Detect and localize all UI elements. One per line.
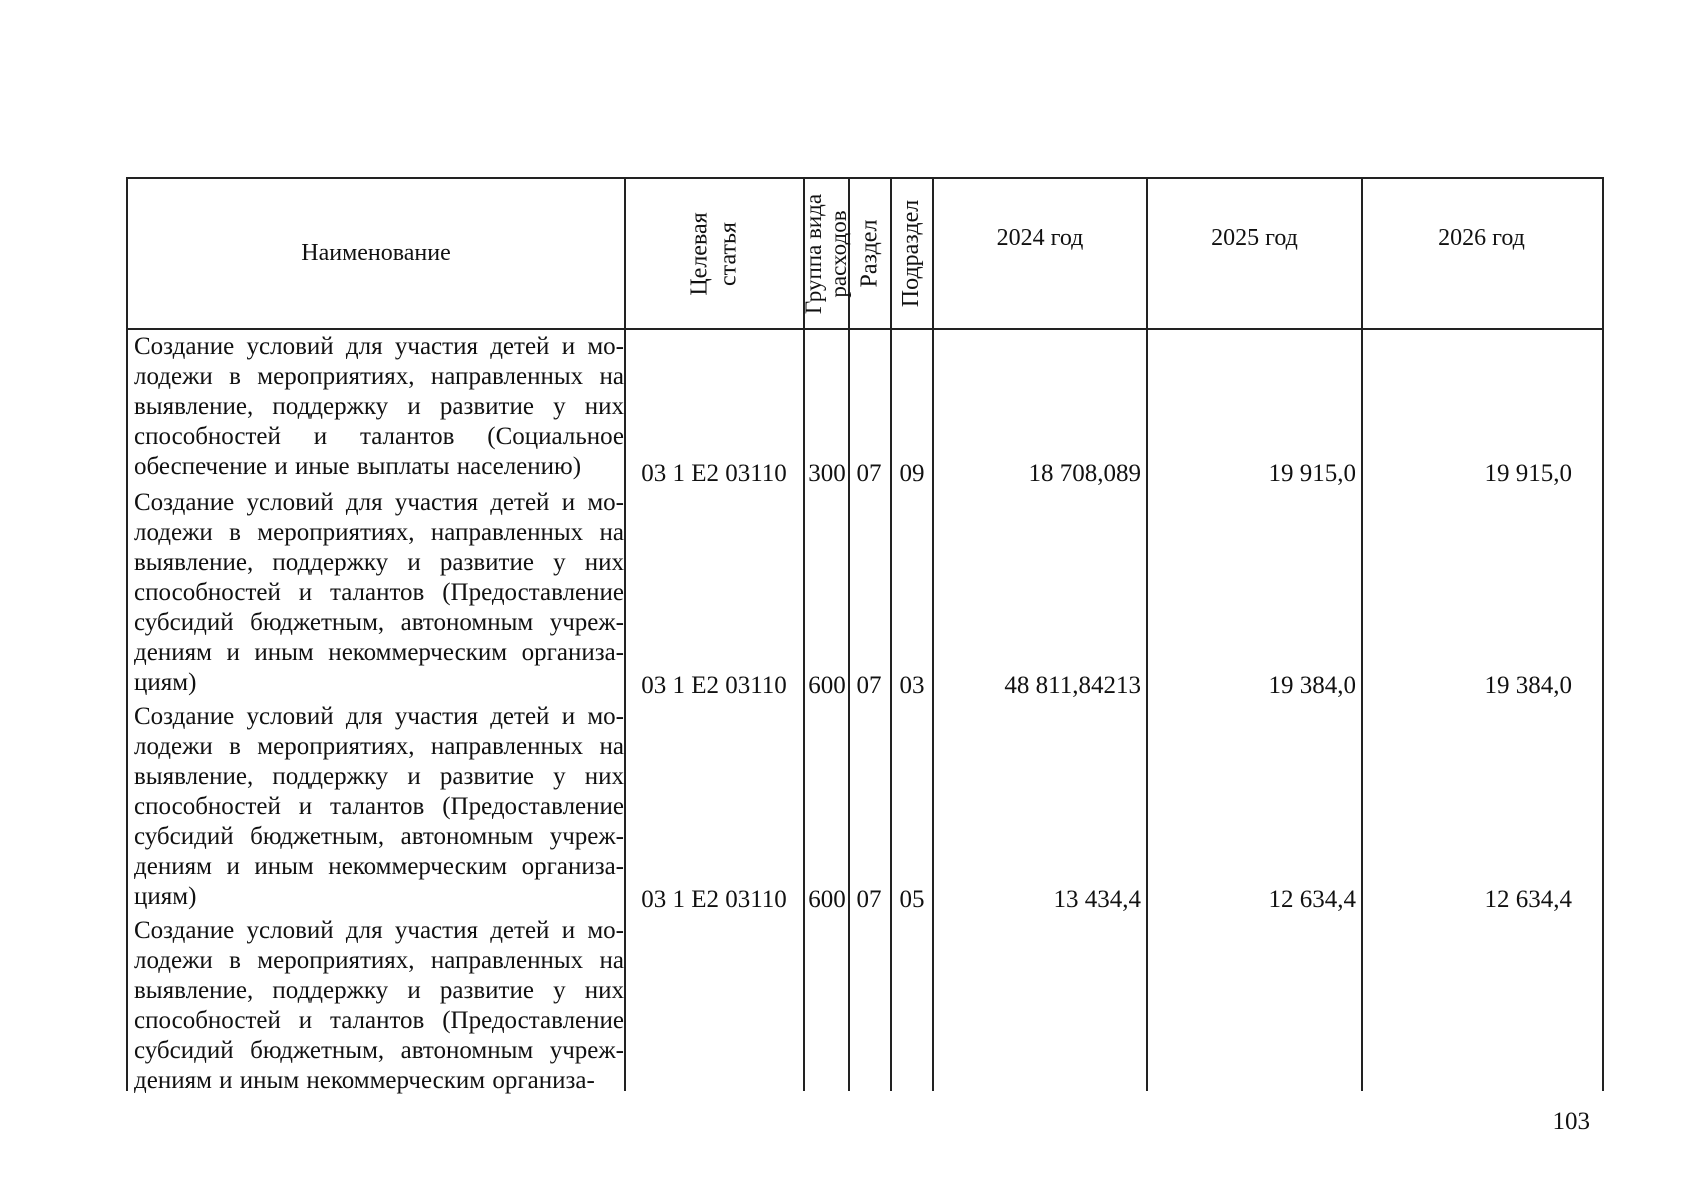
- header-section: Раздел: [856, 219, 883, 288]
- row-expense-group: 600: [808, 672, 846, 699]
- header-year-2025: 2025 год: [1211, 225, 1298, 251]
- table-row: [128, 332, 1602, 512]
- table-row: [128, 488, 1602, 703]
- row-name: Создание условий для участия детей и молодежи в мероприятиях, направленных на выявление, поддержку и развитие у них способностей и талантов (Социальное обеспечение и иные выплаты населению): [134, 333, 624, 480]
- header-year-2026: 2026 год: [1438, 225, 1525, 251]
- row-target-article: 03 1 E2 03110: [641, 460, 787, 487]
- row-name: Создание условий для участия детей и молодежи в мероприятиях, направленных на выявление, поддержку и развитие у них способностей и талантов (Предоставление субсидий бюджетным, автономным учреждениям и иным некоммерческим организациям): [134, 703, 624, 910]
- row-target-article: 03 1 E2 03110: [641, 886, 787, 913]
- header-subsection: Подраздел: [898, 199, 925, 308]
- row-subsection: 09: [899, 460, 925, 487]
- row-subsection: 03: [899, 672, 925, 699]
- row-amount-2026: 19 915,0: [1484, 460, 1572, 487]
- row-section: 07: [856, 672, 882, 699]
- row-name: Создание условий для участия детей и молодежи в мероприятиях, направленных на выявление, поддержку и развитие у них способностей и талантов (Предоставление субсидий бюджетным, автономным учреждениям и иным некоммерческим организациям): [134, 489, 624, 696]
- row-section: 07: [856, 886, 882, 913]
- row-expense-group: 600: [808, 886, 846, 913]
- row-amount-2025: 12 634,4: [1268, 886, 1356, 913]
- page-number: 103: [1552, 1108, 1590, 1135]
- header-year-2024: 2024 год: [996, 225, 1084, 251]
- header-target-article: Целевая статья: [686, 211, 742, 296]
- row-target-article: 03 1 E2 03110: [641, 672, 787, 699]
- header-expense-group: Группа вида расходов: [801, 193, 852, 314]
- table-row: [128, 916, 1602, 1094]
- row-amount-2026: 19 384,0: [1484, 672, 1572, 699]
- table-row: [128, 702, 1602, 917]
- row-section: 07: [856, 460, 882, 487]
- row-name: Создание условий для участия детей и молодежи в мероприятиях, направленных на выявление, поддержку и развитие у них способностей и талантов (Предоставление субсидий бюджетным, автономным учреждениям и иным некоммерческим организа-: [134, 917, 624, 1094]
- row-amount-2024: 18 708,089: [1028, 460, 1141, 487]
- header-name: Наименование: [301, 240, 451, 266]
- row-amount-2024: 13 434,4: [1053, 886, 1141, 913]
- row-amount-2025: 19 915,0: [1268, 460, 1356, 487]
- budget-table: [126, 177, 1604, 1094]
- row-amount-2026: 12 634,4: [1484, 886, 1572, 913]
- row-amount-2024: 48 811,84213: [1004, 672, 1141, 699]
- row-amount-2025: 19 384,0: [1268, 672, 1356, 699]
- header-divider: [128, 328, 1602, 330]
- row-subsection: 05: [899, 886, 925, 913]
- row-expense-group: 300: [808, 460, 846, 487]
